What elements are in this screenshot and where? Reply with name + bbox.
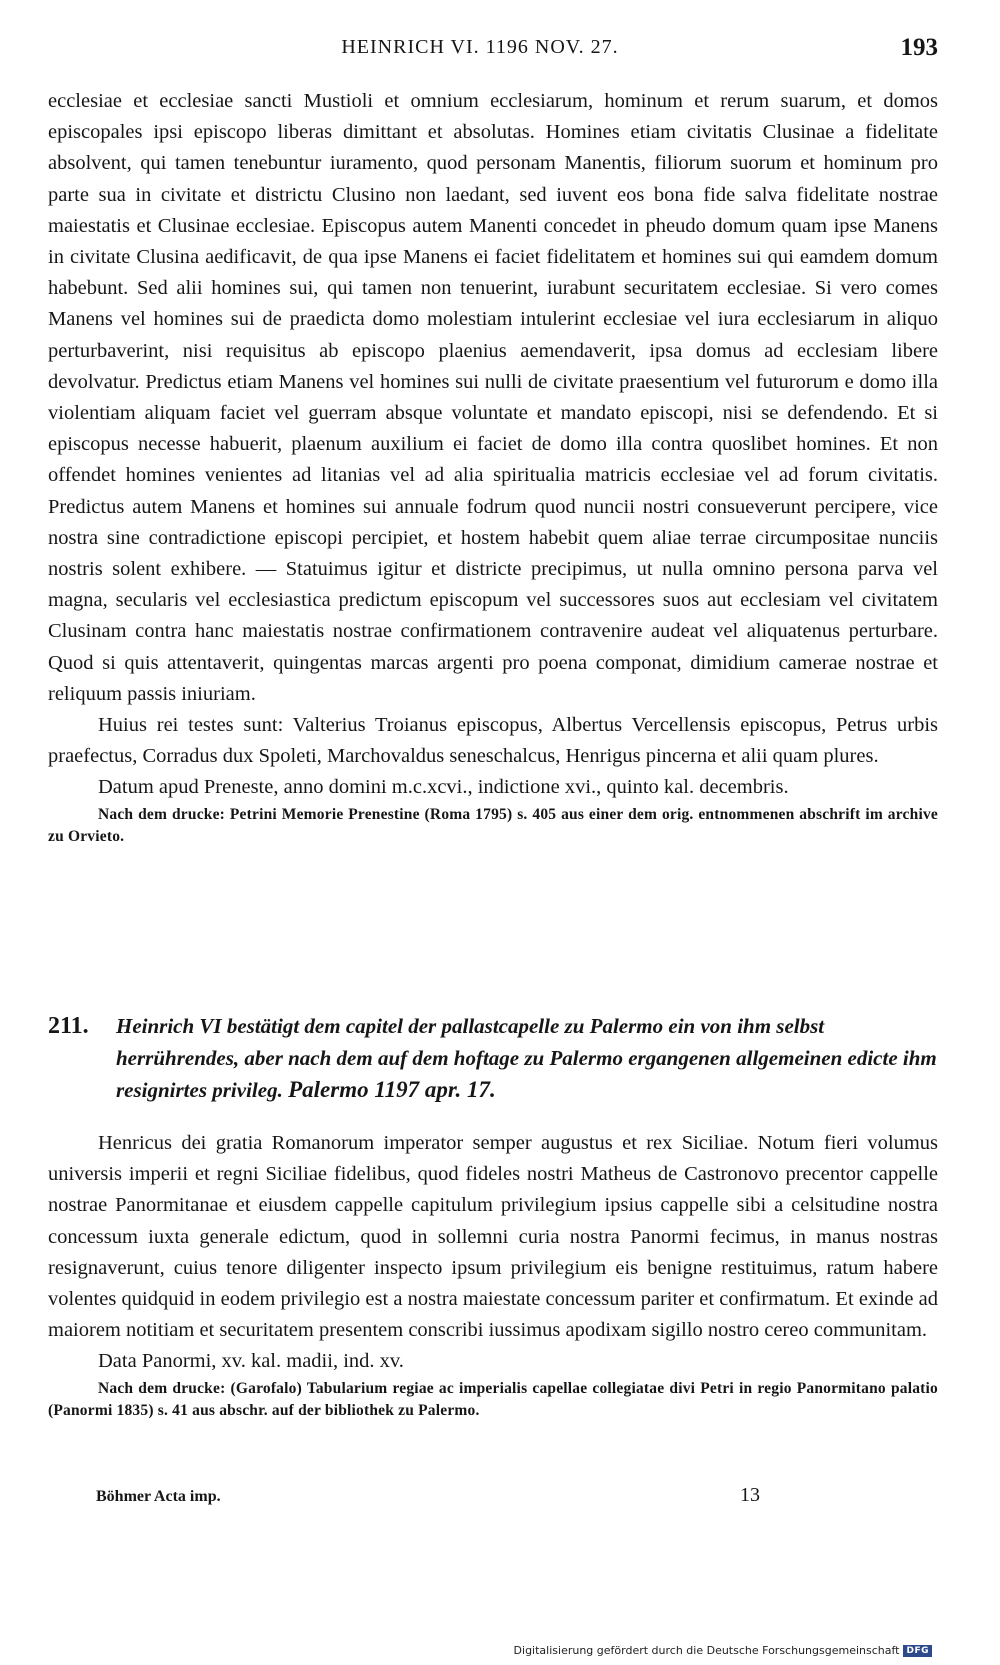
- document-211-title: [116, 1010, 938, 1106]
- document-210-paragraph-1: ecclesiae et ecclesiae sancti Mustioli et omnium ecclesiarum, hominum et rerum suarum, et domos episcopales ipsi episcopo liberas dimittant et absolutas. Homines etiam civitatis Clusinae a fidelitate absolvent, qui tamen tenebuntur iuramento, quod personam Manentis, filiorum suorum et hominum pro parte sua in civitate et districtu Clusino non laedant, sed iuvent eos bona fide salva fidelitate nostrae maiestatis et Clusinae ecclesiae. Episcopus autem Manenti concedet in pheudo domum quam ipse Manens in civitate Clusina aedificavit, de qua ipse Manens ei faciet fidelitatem et homines sui qui eamdem domum habebunt. Sed alii homines sui, qui tamen non tenuerint, iurabunt securitatem ecclesiae. Si vero comes Manens vel homines sui de praedicta domo molestiam intulerint ecclesiae vel iura ecclesiarum in aliquo perturbaverint, nisi requisitus ab episcopo plaenius aemendaverit, ipsa domus ad ecclesiam libere devolvatur. Predictus etiam Manens vel homines sui nulli de civitate praesentium vel futurorum e domo illa violentiam aliquam faciet vel guerram absque voluntate et mandato episcopi, nisi se defendendo. Et si episcopus necesse habuerit, plaenum auxilium ei faciet de domo illa contra quoslibet homines. Et non offendet homines venientes ad litanias vel ad alia spiritualia matricis ecclesiae vel ad forum civitatis. Predictus autem Manens et homines sui annuale fodrum quod nuncii nostri consueverunt percipere, vice nostra sine contradictione episcopi percipiet, et hostem habebit quem aliae terrae circumpositae nunciis nostris solent exhibere. — Statuimus igitur et districte precipimus, ut nulla omnino persona parva vel magna, secularis vel ecclesiastica predictum episcopum vel successores suos aut ecclesiam vel civitatem Clusinam contra hanc maiestatis nostrae confirmationem contravenire audeat vel aliquatenus perturbare. Quod si quis attentaverit, quingentas marcas argenti pro poena componat, dimidium camerae nostrae et reliquum passis iniuriam.: [48, 90, 938, 705]
- footer-signature: 13: [740, 1484, 760, 1506]
- footer-collection-name: Böhmer Acta imp.: [96, 1488, 221, 1505]
- document-211-dating: Data Panormi, xv. kal. madii, ind. xv.: [98, 1350, 404, 1373]
- digitization-credit-text: Digitalisierung gefördert durch die Deutsche Forschungsgemeinschaft: [513, 1644, 900, 1657]
- document-210-witnesses: Huius rei testes sunt: Valterius Troianus episcopus, Albertus Vercellensis episcopus, Petrus urbis praefectus, Corradus dux Spoleti, Marchovaldus seneschalcus, Henrigus pincerna et alii quam plures.: [48, 714, 938, 768]
- document-211-number: 211.: [48, 1013, 89, 1039]
- dfg-logo-icon: DFG: [903, 1645, 932, 1657]
- document-210-source-note: Nach dem drucke: Petrini Memorie Prenestine (Roma 1795) s. 405 aus einer dem orig. entnommenen abschrift im archive zu Orvieto.: [48, 805, 938, 845]
- running-head-title: HEINRICH VI. 1196 NOV. 27.: [341, 36, 619, 58]
- page-number: 193: [900, 34, 938, 61]
- document-211-heading: [48, 1010, 938, 1106]
- running-head: [0, 36, 1000, 76]
- document-211-body: [48, 1128, 938, 1422]
- document-210-dating: Datum apud Preneste, anno domini m.c.xcvi., indictione xvi., quinto kal. decembris.: [98, 776, 789, 799]
- document-211-place-date: Palermo 1197 apr. 17.: [288, 1077, 496, 1102]
- digitization-credit: [514, 1644, 932, 1657]
- document-210-body: [48, 86, 938, 848]
- document-211-title-text: Heinrich VI bestätigt dem capitel der pallastcapelle zu Palermo ein von ihm selbst herrührendes, aber nach dem auf dem hoftage zu Palermo ergangenen allgemeinen edicte ihm resignirtes privileg.: [116, 1014, 937, 1102]
- document-211-source-note: Nach dem drucke: (Garofalo) Tabularium regiae ac imperialis capellae collegiatae divi Petri in regio Panormitano palatio (Panormi 1835) s. 41 aus abschr. auf der bibliothek zu Palermo.: [48, 1379, 938, 1419]
- document-211-paragraph-1: Henricus dei gratia Romanorum imperator semper augustus et rex Siciliae. Notum fieri volumus universis imperii et regni Siciliae fidelibus, quod fideles nostri Matheus de Castronovo precentor cappelle nostrae Panormitanae et eiusdem cappelle capitulum privilegium ipsius cappelle sibi a celsitudine nostra concessum iuxta generale edictum, quod in sollemni curia nostra Panormi fecimus, in manus nostras resignaverunt, cuius tenore diligenter inspecto ipsum privilegium eis benigne restituimus, ratum habere volentes quidquid in eodem privilegio est a nostra maiestate concessum pariter et confirmatum. Et exinde ad maiorem notitiam et securitatem presentem conscribi iussimus apodixam sigillo nostro cereo communitam.: [48, 1132, 938, 1342]
